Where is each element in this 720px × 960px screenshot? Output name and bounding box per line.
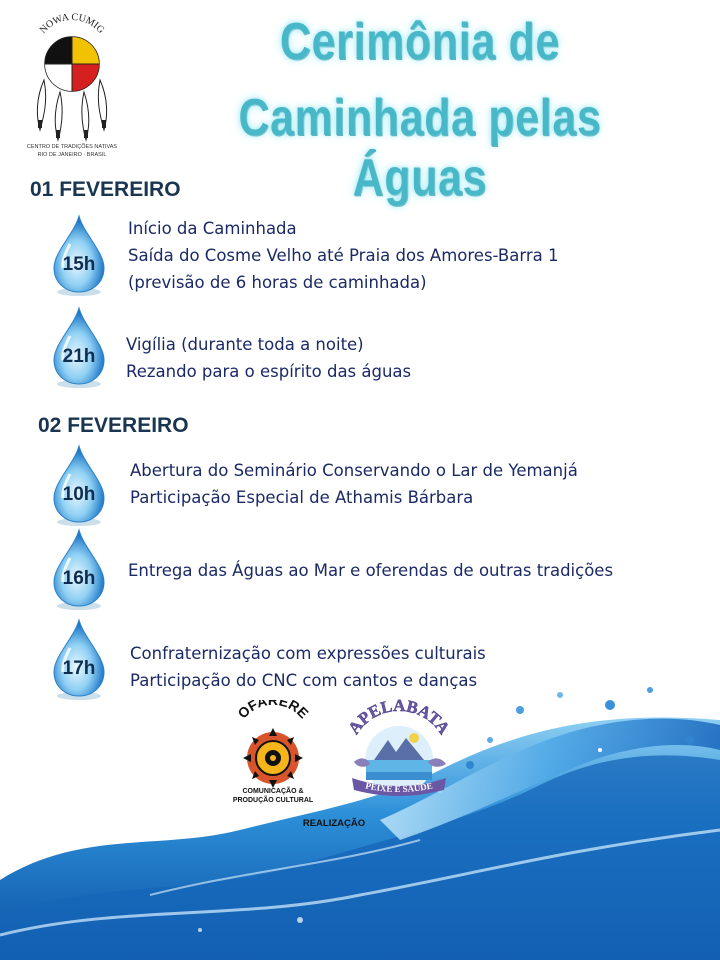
event-text-line: Participação Especial de Athamis Bárbara xyxy=(130,488,474,507)
event-text-line: Participação do CNC com cantos e danças xyxy=(130,671,478,690)
event-text-line: Início da Caminhada xyxy=(128,219,297,238)
water-drop-icon xyxy=(50,528,108,616)
event-text-line: Entrega das Águas ao Mar e oferendas de outras tradições xyxy=(128,561,614,580)
realizacao-label: REALIZAÇÃO xyxy=(302,818,366,829)
event-text-line: (previsão de 6 horas de caminhada) xyxy=(128,273,427,292)
water-drop-icon xyxy=(50,214,108,302)
event-time: 16h xyxy=(62,568,96,589)
event-time: 15h xyxy=(62,254,96,275)
title-line-2: Caminhada pelas Águas xyxy=(238,89,602,207)
event-text-line: Rezando para o espírito das águas xyxy=(126,362,412,381)
ofarere-caption-1: COMUNICAÇÃO & xyxy=(242,788,304,795)
ofarere-emblem-icon xyxy=(226,700,320,788)
apelabata-tagline: PEIXE E SAÚDE xyxy=(364,780,434,795)
water-drop-icon xyxy=(50,618,108,706)
title-line-1: Cerimônia de xyxy=(280,13,560,71)
apelabata-name: APELABATA xyxy=(344,698,454,738)
ofarere-logo xyxy=(226,700,320,812)
ofarere-name: OFARERE xyxy=(234,700,312,722)
ofarere-caption-2: PRODUÇÃO CULTURAL xyxy=(232,797,314,804)
apelabata-emblem-icon xyxy=(336,698,462,802)
date-day-2: 02 FEVEREIRO xyxy=(38,414,189,437)
nowa-cumig-name: NOWA CUMIG xyxy=(37,11,107,36)
event-text-line: Confraternização com expressões culturais xyxy=(130,644,486,663)
svg-text:OFARERE xyxy=(234,700,312,721)
event-time: 10h xyxy=(62,484,96,505)
event-text-line: Abertura do Seminário Conservando o Lar de Yemanjá xyxy=(130,461,578,480)
apelabata-logo xyxy=(336,698,462,802)
event-time: 21h xyxy=(62,346,96,367)
water-drop-icon xyxy=(50,306,108,394)
event-time: 17h xyxy=(62,658,96,679)
nowa-subtitle-2: RIO DE JANEIRO · BRASIL xyxy=(37,152,107,158)
event-text-line: Saída do Cosme Velho até Praia dos Amores-Barra 1 xyxy=(128,246,559,265)
water-drop-icon xyxy=(50,444,108,532)
nowa-cumig-logo xyxy=(22,8,122,168)
nowa-subtitle-1: CENTRO DE TRADIÇÕES NATIVAS xyxy=(26,144,118,150)
nowa-cumig-name xyxy=(38,12,107,36)
event-text-line: Vigília (durante toda a noite) xyxy=(126,335,364,354)
date-day-1: 01 FEVEREIRO xyxy=(30,178,181,201)
